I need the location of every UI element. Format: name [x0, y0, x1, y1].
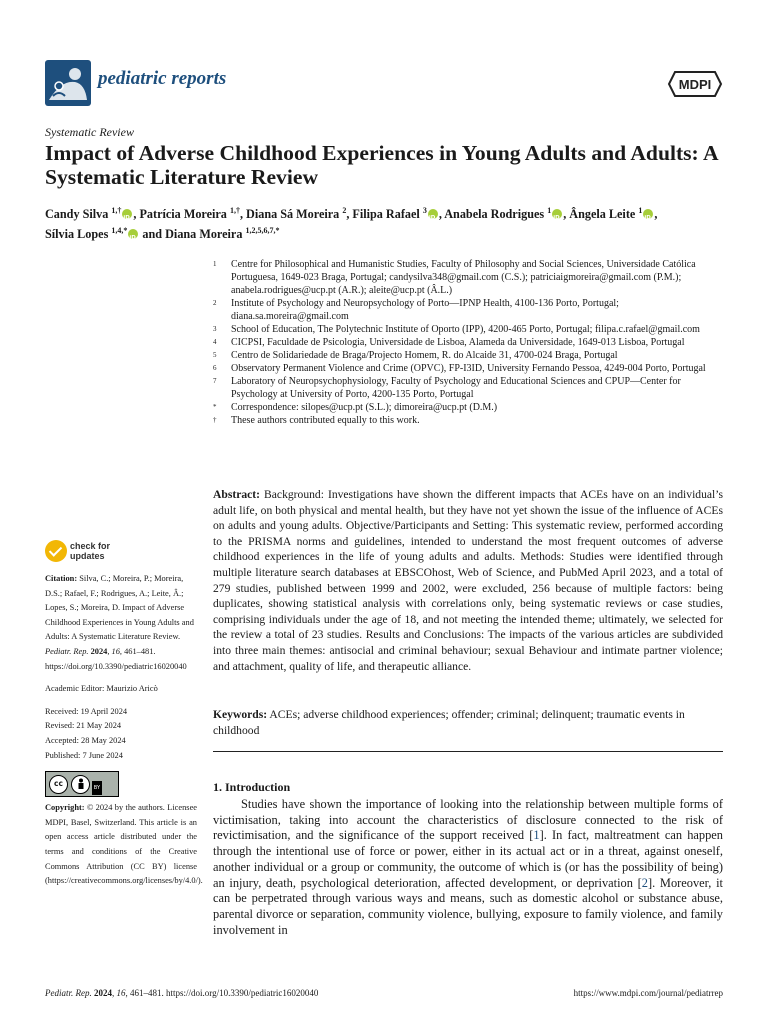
copyright-label: Copyright:	[45, 803, 85, 813]
affiliation-text: School of Education, The Polytechnic Institute of Oporto (IPP), 4200-465 Porto, Portugal; filipa.c.rafael@gmail.com	[231, 324, 700, 335]
author-affil-sup: 2	[342, 206, 347, 215]
author-name[interactable]: Diana Moreira	[165, 226, 243, 241]
copyright-text: © 2024 by the authors. Licensee MDPI, Basel, Switzerland. This article is an open access article distributed under the terms and conditions of the Creative Commons Attribution (CC BY) license (https://creativecommons.org/licenses/by/4.0/).	[45, 803, 203, 886]
citation-volume: 16	[111, 646, 120, 656]
author-affil-sup: 1,4,*	[111, 225, 128, 235]
attribution-person-icon	[71, 775, 90, 794]
check-updates-badge[interactable]	[45, 540, 197, 566]
check-updates-line2: updates	[70, 551, 105, 561]
academic-editor: Academic Editor: Maurizio Aricò	[45, 684, 158, 694]
author-affil-sup: 1,†	[229, 206, 240, 215]
author-affil-sup: 1,2,5,6,7,*	[245, 225, 280, 235]
author-name[interactable]: Anabela Rodrigues	[444, 207, 545, 222]
affiliation-text: Centro de Solidariedade de Braga/Projecto Homem, R. do Alcaide 31, 4700-024 Braga, Portugal	[231, 350, 618, 361]
author-affil-sup: 3	[422, 206, 427, 215]
intro-text-part1: Studies have shown the importance of looking into the relationship between multiple forms of victimisation, taking into account the characteristics of disclosure connected to the risk of revictimisation, and the significance of the support received [	[213, 797, 723, 843]
affiliation-text: CICPSI, Faculdade de Psicologia, Universidade de Lisboa, Alameda da Universidade, 1649-013 Lisboa, Portugal	[231, 337, 685, 348]
footer-volume: 16	[116, 988, 126, 998]
affiliation-number: 4	[213, 338, 217, 346]
abstract-text: Background: Investigations have shown the different impacts that ACEs have on an individual’s adult life, on both physical and mental health, but they have not yet shown the issue of the influence of ACEs on adults and young adults. Objective/Participants and Setting: This systematic review, performed according to the PRISMA norms and guidelines, intended to understand the most frequent outcomes of adverse childhood experiences in the life of young adults and adults. Methods: Studies were identified through multiple literature search databases at EBSCOhost, Web of Science, and PubMed April 2023, and a total of 279 studies, published between 1999 and 2002, were excluded, 256 because of multiple factors: being duplicates, showing statistical analysis with correlations only, being systematic reviews or case studies, comprising individuals under the age of 18, and not meeting the intended theme; ultimately, we selected for the review a total of 23 studies. Results and Conclusions: The impacts of the various articles are subdivided into three main themes: antisocial and criminal behaviour; sexual Behaviour and intimate partner violence; and attachment, quality of life, and therapeutic alliance.	[213, 488, 723, 673]
keywords	[213, 707, 723, 738]
orcid-icon[interactable]	[552, 209, 562, 219]
author-name[interactable]: Sílvia Lopes	[45, 226, 109, 241]
author-name[interactable]: Diana Sá Moreira	[246, 207, 340, 222]
affiliation-number: 1	[213, 260, 217, 268]
keywords-text: ACEs; adverse childhood experiences; offender; criminal; delinquent; traumatic events in childhood	[213, 708, 685, 737]
affiliation-number: 7	[213, 377, 217, 385]
citation-year: 2024	[90, 646, 108, 656]
author-affil-sup: 1	[638, 206, 643, 215]
affiliation-item	[213, 323, 728, 336]
author-conjunction: and	[142, 226, 163, 241]
affiliation-number: †	[213, 416, 217, 424]
journal-header	[45, 58, 723, 108]
citation-text: Silva, C.; Moreira, P.; Moreira, D.S.; Rafael, F.; Rodrigues, A.; Leite, Â.; Lopes, S.; Moreira, D. Impact of Adverse Childhood Experiences in Young Adults and Adults: A Systematic Literature Review.	[45, 574, 194, 642]
revised-date: Revised: 21 May 2024	[45, 721, 122, 731]
intro-text-part3: ]. Moreover, it can be perpetrated through various ways and means, such as domestic alcohol or substance abuse, parental divorce or separation, community violence, bullying, exposure to family violence, and family involvement in	[213, 875, 723, 937]
article-type: Systematic Review	[45, 125, 134, 139]
publisher-label: MDPI	[678, 77, 712, 92]
cc-by-label: BY	[92, 781, 102, 796]
mdpi-logo-icon[interactable]	[667, 68, 723, 100]
check-updates-icon	[45, 540, 67, 562]
author-name[interactable]: Patrícia Moreira	[139, 207, 227, 222]
introduction-heading: 1. Introduction	[213, 780, 291, 794]
correspondence-text: Correspondence: silopes@ucp.pt (S.L.); dimoreira@ucp.pt (D.M.)	[231, 402, 498, 413]
journal-name[interactable]: pediatric reports	[98, 68, 227, 89]
article-title: Impact of Adverse Childhood Experiences in Young Adults and Adults: A Systematic Literature Review	[45, 141, 718, 189]
cc-icon: cc	[49, 775, 68, 794]
abstract-label: Abstract:	[213, 488, 261, 501]
author-affil-sup: 1,†	[111, 206, 122, 215]
author-affil-sup: 1	[547, 206, 552, 215]
journal-logo-icon	[45, 60, 91, 106]
citation-block: Citation: Silva, C.; Moreira, P.; Moreira, D.S.; Rafael, F.; Rodrigues, A.; Leite, Â.; Lopes, S.; Moreira, D. Impact of Adverse Childhood Experiences in Young Adults and Adults: A Systematic Literature Review. Pediatr. Rep. 2024, 16, 461–481. https://doi.org/10.3390/pediatric16020040	[45, 574, 194, 671]
citation-journal: Pediatr. Rep.	[45, 646, 89, 656]
intro-text-part2: ]. In fact, maltreatment can happen through the intentional use of force or power, either in its actual act or in a threat, against oneself, another individual or a group or community, the outcome of which is (or has the possibility of being) an injury, death, psychological deterioration, affected development, or deprivation [	[213, 828, 723, 890]
introduction-paragraph	[213, 797, 723, 938]
author-name[interactable]: Filipa Rafael	[352, 207, 420, 222]
check-updates-line1: check for	[70, 541, 111, 551]
footer-journal-abbr: Pediatr. Rep.	[45, 988, 92, 998]
affiliation-item	[213, 375, 728, 401]
dates-block	[45, 705, 197, 763]
orcid-icon[interactable]	[122, 209, 132, 219]
affiliation-item	[213, 258, 728, 297]
affiliation-text: Institute of Psychology and Neuropsychology of Porto—IPNP Health, 4100-136 Porto, Portugal; diana.sa.moreira@gmail.com	[231, 298, 619, 322]
abstract	[213, 487, 723, 674]
keywords-label: Keywords:	[213, 708, 268, 721]
affiliation-number: 6	[213, 364, 217, 372]
copyright-block	[45, 801, 203, 889]
affiliation-item	[213, 349, 728, 362]
article-sidebar	[45, 540, 203, 889]
affiliation-number: 2	[213, 299, 217, 307]
check-updates-label	[70, 541, 110, 561]
author-list: Candy Silva $^{1,\dagger}$iD , Patrícia Moreira $^{1,\dagger}$, Diana Sá Moreira $^2$, Filipa Rafael $^3$iD , Anabela Rodrigues $^1$iD , Ângela Leite $^1$iD , Sílvia Lopes $^{1,4,*}$iD and Diana Moreira $^{1,2,5,6,7,*}$	[45, 203, 735, 242]
published-date: Published: 7 June 2024	[45, 750, 123, 760]
affiliation-number: 5	[213, 351, 217, 359]
orcid-icon[interactable]	[428, 209, 438, 219]
reference-link-2[interactable]: 2	[641, 875, 648, 890]
affiliation-number: 3	[213, 325, 217, 333]
footer-journal-url[interactable]: https://www.mdpi.com/journal/pediatrrep	[573, 988, 723, 998]
orcid-icon[interactable]	[128, 229, 138, 239]
section-divider	[213, 751, 723, 752]
footer-doi-link[interactable]: , 461–481. https://doi.org/10.3390/pediatric16020040	[125, 988, 319, 998]
affiliations	[213, 258, 728, 427]
affiliation-item	[213, 362, 728, 375]
author-name[interactable]: Ângela Leite	[569, 207, 636, 222]
footer-citation: Pediatr. Rep. 2024, 16, 461–481. https://doi.org/10.3390/pediatric16020040	[45, 988, 319, 998]
author-name[interactable]: Candy Silva	[45, 207, 109, 222]
received-date: Received: 19 April 2024	[45, 706, 128, 716]
reference-link-1[interactable]: 1	[533, 828, 540, 843]
page-footer	[45, 988, 723, 998]
equal-contribution-note	[213, 414, 728, 427]
affiliation-text: Observatory Permanent Violence and Crime (OPVC), FP-I3ID, University Fernando Pessoa, 4249-004 Porto, Portugal	[231, 363, 706, 374]
accepted-date: Accepted: 28 May 2024	[45, 735, 126, 745]
equal-contribution-text: These authors contributed equally to this work.	[231, 415, 420, 426]
footer-year: 2024	[94, 988, 112, 998]
cc-by-license-badge[interactable]	[45, 771, 119, 797]
correspondence-item	[213, 401, 728, 414]
affiliation-item	[213, 336, 728, 349]
orcid-icon[interactable]	[643, 209, 653, 219]
citation-doi[interactable]: , 461–481. https://doi.org/10.3390/pediatric16020040	[45, 646, 187, 671]
affiliation-text: Centre for Philosophical and Humanistic Studies, Faculty of Philosophy and Social Sciences, Universidade Católica Portuguesa, 1649-023 Braga, Portugal; candysilva348@gmail.com (C.S.); patriciaigmoreira@gmail.com (P.M.); anabela.rodrigues@ucp.pt (A.R.); aleite@ucp.pt (Â.L.)	[231, 259, 696, 296]
affiliation-text: Laboratory of Neuropsychophysiology, Faculty of Psychology and Educational Sciences and CPUP—Center for Psychology at University of Porto, 4200-135 Porto, Portugal	[231, 376, 681, 400]
affiliation-number: *	[213, 403, 217, 411]
citation-label: Citation:	[45, 574, 78, 583]
affiliation-item	[213, 297, 728, 323]
